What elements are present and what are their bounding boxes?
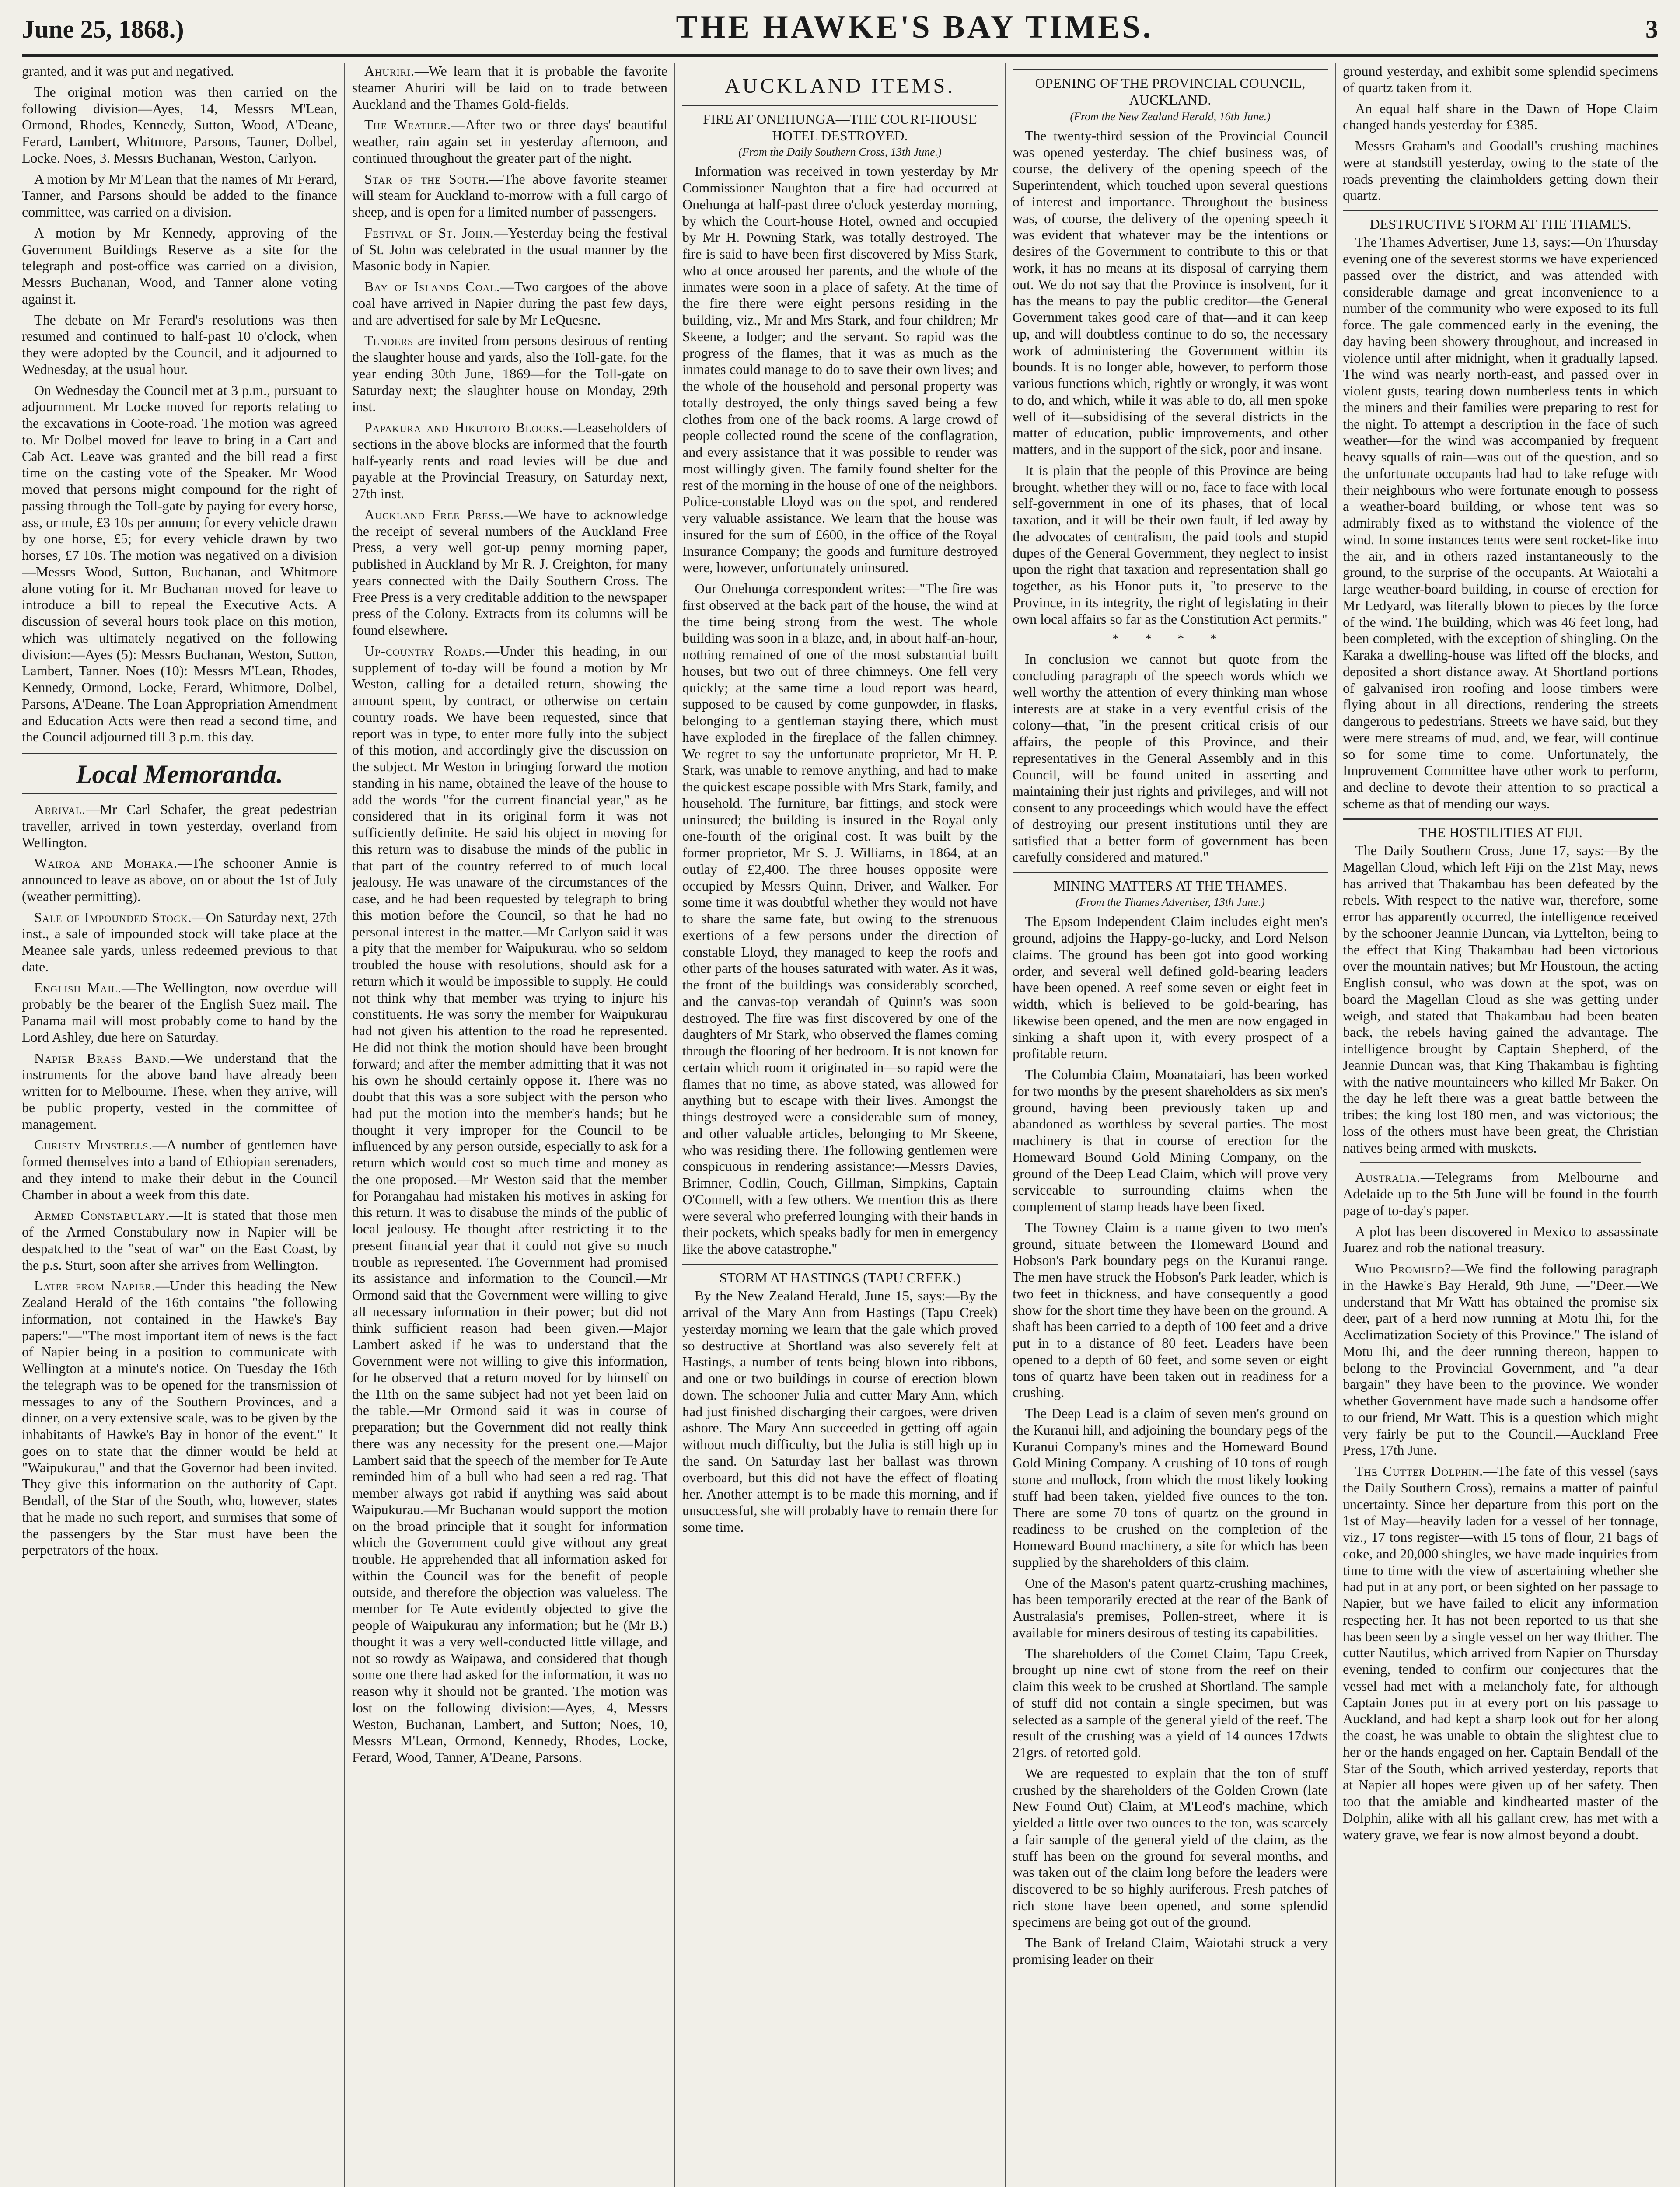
article-text: Messrs Graham's and Goodall's crushing machines were at standstill yesterday, owing to the state of the roads preventing the claimholders getting down their quartz. — [1343, 138, 1658, 203]
article-text: It is plain that the people of this Province are being brought, whether they will or no, face to face with local self-government in one of its phases, that of local taxation, and it will be their own fault, if led away by the advocates of centralism, the paid tools and stupid dupes of the General Government, they neglect to insist upon the right that taxation and representation shall go together, as his Honor puts it, "to preserve to the Province, in its integrity, the right of legislating in their own local affairs so far as the Constitution Act permits." — [1013, 462, 1328, 627]
page-number: 3 — [1645, 15, 1658, 43]
article-title: DESTRUCTIVE STORM AT THE THAMES. — [1343, 210, 1658, 232]
news-item — [352, 507, 667, 639]
article-text: An equal half share in the Dawn of Hope Claim changed hands yesterday for £385. — [1343, 100, 1658, 133]
item-lead: Christy Minstrels. — [34, 1137, 153, 1153]
article-title: FIRE AT ONEHUNGA—THE COURT-HOUSE HOTEL DESTROYED. — [682, 105, 998, 144]
item-text: —We learn that it is probable the favorite steamer Ahuriri will be laid on to trade between Auckland and the Thames Gold-fields. — [352, 63, 667, 112]
news-item: A plot has been discovered in Mexico to assassinate Juarez and rob the national treasury. — [1343, 1223, 1658, 1256]
article-source: (From the Daily Southern Cross, 13th June.) — [738, 146, 942, 159]
column-3 — [674, 63, 1005, 2187]
masthead — [22, 9, 1658, 57]
column-4 — [1005, 63, 1335, 2187]
item-lead: Up-country Roads. — [364, 643, 486, 659]
article-title: OPENING OF THE PROVINCIAL COUNCIL, AUCKLAND. — [1013, 69, 1328, 108]
item-lead: Auckland Free Press. — [364, 506, 504, 522]
item-text: —We have to acknowledge the receipt of several numbers of the Auckland Free Press, a very well got-up penny morning paper, published in Auckland by Mr R. J. Creighton, for many years connected with the Daily Southern Cross. The Free Press is a very creditable addition to the newspaper press of the Colony. Extracts from its columns will be found elsewhere. — [352, 506, 668, 638]
news-item — [22, 1278, 337, 1558]
article-text: ground yesterday, and exhibit some splendid specimens of quartz taken from it. — [1343, 63, 1658, 95]
item-lead: Armed Constabulary. — [34, 1207, 169, 1223]
item-text: —It is stated that those men of the Armed Constabulary now in Napier will be despatched to the "seat of war" on the East Coast, by the p.s. Sturt, soon after she arrives from Wellington. — [22, 1207, 338, 1273]
article-text: We are requested to explain that the ton of stuff crushed by the shareholders of the Golden Crown (late New Found Out) Claim, at M'Leod's machine, which yielded a little over two ounces to the ton, was scarcely a fair sample of the general yield of the claim, as the stuff has been on the ground for several months, and was taken out of the claim long before the leaders were discovered to be so highly auriferous. Fresh patches of rich stone have been opened, and some splendid specimens are being got out of the ground. — [1013, 1765, 1328, 1930]
item-lead: Ahuriri. — [364, 63, 415, 79]
item-lead: Arrival. — [34, 801, 86, 817]
news-item — [1343, 1169, 1658, 1219]
article-text: The Deep Lead is a claim of seven men's ground on the Kuranui hill, and adjoining the boundary pegs of the Kuranui Company's mines and the Homeward Bound Gold Mining Company. A crushing of 10 tons of rough stone and mullock, from which the most likely looking stuff had been taken, yielded five ounces to the ton. There are some 70 tons of quartz on the ground in readiness to be crushed on the completion of the Homeward Bound machinery, a site for which has been supplied by the shareholders of this claim. — [1013, 1405, 1328, 1570]
article-title: THE HOSTILITIES AT FIJI. — [1343, 818, 1658, 841]
item-lead: Star of the South. — [364, 171, 489, 187]
item-text: —A number of gentlemen have formed themselves into a band of Ethiopian serenaders, and they intend to make their debut in the Council Chamber in about a week from this date. — [22, 1137, 338, 1202]
item-text: are invited from persons desirous of renting the slaughter house and yards, also the Toll-gate, for the year ending 30th June, 1869—for the Toll-gate on Saturday next; the slaughter house on Monday, 29th inst. — [352, 332, 668, 415]
columns — [22, 57, 1658, 2187]
article-text: The Epsom Independent Claim includes eight men's ground, adjoins the Happy-go-lucky, and Lord Nelson claims. The ground has been got into good working order, and several well defined gold-bearing leaders have been opened. A reef some seven or eight feet in width, which is believed to be gold-bearing, has likewise been opened, and the men are now engaged in sinking a shaft upon it, with every prospect of a profitable return. — [1013, 913, 1328, 1062]
section-heading-local-memoranda: Local Memoranda. — [22, 753, 337, 795]
news-item — [1343, 1463, 1658, 1843]
news-item — [1343, 1261, 1658, 1459]
item-lead: Later from Napier. — [34, 1278, 156, 1294]
item-text: —Under this heading the New Zealand Herald of the 16th contains "the following information, not contained in the Hawke's Bay papers:"—"The most important item of news is the fact of Napier being in a position to communicate with Wellington at a minute's notice. On Tuesday the 16th the telegraph was to be opened for the transmission of messages to any of the Southern Provinces, and a dinner, on a very extensive scale, was to be given by the inhabitants of Hawke's Bay in honor of the event." It goes on to state that the dinner would be held at "Waipukurau," and that the Governor had been invited. They give this information on the authority of Capt. Bendall, of the Star of the South, who, however, states that he made no such report, and surmises that some of the passengers by the Star must have been the perpetrators of the hoax. — [22, 1278, 338, 1558]
news-item — [22, 980, 337, 1046]
article-text: The Thames Advertiser, June 13, says:—On Thursday evening one of the severest storms we have experienced passed over the district, and was attended with considerable damage and great inconvenience to a number of the community who were exposed to its full force. The gale commenced early in the evening, the day having been showery throughout, and increased in violence until after midnight, when it gradually lapsed. The wind was nearly north-east, and passed over in violent gusts, tearing down numberless tents in which the miners and their families were preparing to rest for the night. To attempt a description in the face of such weather—for the wind was accompanied by frequent heavy squalls of rain—was out of the question, and so the unfortunate occupants had had to take refuge with their neighbours who were fortunate enough to possess a weather-board building, or whose tent was so admirably fixed as to withstand the violence of the wind. In some instances tents were sent rocket-like into the air, and in others razed instantaneously to the ground, to the surprise of the occupants. At Waiotahi a large weather-board building, in course of erection for Mr Ledyard, was literally blown to pieces by the force of the wind. The building, which was 46 feet long, had been completed, with the exception of shingling. On the Karaka a dwelling-house was lifted off the blocks, and deposited a short distance away. At Shortland portions of galvanised iron roofing and loose timbers were flying about in all directions, rendering the streets dangerous to pedestrians. Streets we have said, but they were mere streams of mud, and, we fear, will continue so for some time to come. Unfortunately, the Improvement Committee have other work to perform, and decline to devote their attention to so practical a scheme as that of mending our ways. — [1343, 234, 1658, 811]
section-break: * * * * — [1112, 632, 1228, 646]
news-item — [352, 419, 667, 502]
item-text: —The schooner Annie is announced to leave as above, on or about the 1st of July (weather permitting). — [22, 855, 338, 904]
item-text: —Leaseholders of sections in the above blocks are informed that the fourth half-yearly rents and road levies will be due and payable at the Provincial Treasury, on Saturday next, 27th inst. — [352, 419, 668, 501]
item-text: —We find the following paragraph in the Hawke's Bay Herald, 9th June, —"Deer.—We understand that Mr Watt has obtained the promise six deer, part of a herd now running at Motu Ihi, for the Acclimatization Society of this Province." The island of Motu Ihi, and the deer running thereon, happen to belong to the Provincial Government, and "a dear bargain" they have been to the province. We wonder whether Government have made such a handsome offer to our friend, Mr Watt. This is a question which might very fairly be put to the Council.—Auckland Free Press, 17th June. — [1343, 1261, 1658, 1458]
news-item — [22, 801, 337, 851]
item-text: —The above favorite steamer will steam for Auckland to-morrow with a full cargo of sheep, and is open for a limited number of passengers. — [352, 171, 668, 220]
news-item — [352, 643, 667, 1766]
news-item — [352, 332, 667, 415]
article-text: One of the Mason's patent quartz-crushing machines, has been temporarily erected at the rear of the Bank of Australasia's premises, Pollen-street, where it is available for miners desirous of testing its capabilities. — [1013, 1575, 1328, 1640]
article-source: (From the Thames Advertiser, 13th June.) — [1076, 896, 1265, 909]
item-text: —Two cargoes of the above coal have arrived in Napier during the past few days, and are advertised for sale by Mr LeQuesne. — [352, 279, 667, 328]
item-lead: The Cutter Dolphin. — [1355, 1463, 1484, 1479]
item-text: —The fate of this vessel (says the Daily Southern Cross), remains a matter of painful uncertainty. Since her departure from this port on the 1st of May—heavily laden for a vessel of her tonnage, viz., 17 tons register—with 15 tons of flour, 21 bags of coke, and 20,000 shingles, we have made inquiries from time to time with the view of ascertaining whether she had put in at any port, or been sighted on her passage to Napier, but we have failed to elicit any information respecting her. It has not been reported to us that she has been seen by a single vessel on her way thither. The cutter Nautilus, which arrived from Napier on Thursday evening, tended to confirm our conjectures that the vessel had met with a melancholy fate, for although Captain Jones put in at every port on his passage to Auckland, and had kept a sharp look out for her along the coast, he was unable to obtain the slightest clue to her or the hands engaged on her. Captain Bendall of the Star of the South, which arrived yesterday, reports that at Napier all hopes were given up of her safety. Then too that the amiable and kindhearted master of the Dolphin, alike with all his gallant crew, has met with a watery grave, we fear is now almost beyond a doubt. — [1343, 1463, 1658, 1842]
item-lead: Tenders — [364, 332, 414, 349]
issue-date: June 25, 1868.) — [22, 15, 184, 43]
item-text: —Yesterday being the festival of St. John was celebrated in the usual manner by the Masonic body in Napier. — [352, 224, 668, 274]
item-lead: Festival of St. John. — [364, 224, 494, 241]
article-source: (From the New Zealand Herald, 16th June.) — [1070, 110, 1271, 123]
article-text: Our Onehunga correspondent writes:—"The fire was first observed at the back part of the house, the wind at the time being strong from the west. The whole building was soon in a blaze, and, in about half-an-hour, nothing remained of one of the most substantial built houses, but two out of three chimneys. One fell very quickly; at the same time a loud report was heard, supposed to be caused by come gunpowder, in flasks, belonging to a gentleman staying there, which must have exploded in the fireplace of the fallen chimney. We regret to say the unfortunate proprietor, Mr H. P. Stark, was unable to remove anything, and had to make the quickest escape possible with Mrs Stark, family, and household. The furniture, bar fittings, and stock were uninsured; the building is insured in the Royal only one-fourth of the original cost. It was built by the former proprietor, Mr S. J. Williams, in 1864, at an outlay of £2,400. The three houses opposite were occupied by Messrs Quinn, Driver, and Walker. For some time it was doubtful whether they would not have to share the same fate, but owing to the strenuous exertions of a few persons under the direction of constable Lloyd, they managed to keep the roofs and other parts of the houses saturated with water. As it was, the front of the buildings was considerably scorched, and the canvas-top verandah of Quinn's was soon destroyed. The fire was first discovered by one of the daughters of Mr Stark, who observed the flames coming through the flooring of her bedroom. It is not known for certain which room it originated in—so rapid were the flames that no time, as above stated, was allowed for anything but to escape with their lives. Amongst the things destroyed were a considerable sum of money, and other valuable articles, belonging to Mr Skeene, who was residing there. The following gentlemen were conspicuous in rendering assistance:—Messrs Davies, Brimner, Codlin, Couch, Gillman, Simpkins, Captain O'Connell, with a few others. We mention this as there were several who preferred lounging with their hands in their pockets, which speaks badly for men in emergency like the above catastrophe." — [682, 580, 998, 1257]
column-1 — [22, 63, 344, 2187]
column-2 — [344, 63, 674, 2187]
council-text: The original motion was then carried on the following division—Ayes, 14, Messrs M'Lean, Ormond, Rhodes, Kennedy, Sutton, Wood, A'Deane, Ferard, Lambert, Whitmore, Parsons, Tauner, Dolbel, Locke. Noes, 3. Messrs Buchanan, Weston, Carlyon. — [22, 84, 337, 166]
council-text: On Wednesday the Council met at 3 p.m., pursuant to adjournment. Mr Locke moved for reports relating to the excavations in Coote-road. The motion was agreed to. Mr Dolbel moved for leave to bring in a Cart and Cab Act. Leave was granted and the bill read a first time on the casting vote of the Speaker. Mr Wood moved that persons might compound for the right of passing through the Toll-gate by paying for every horse, ass, or mule, £3 10s per annum; for every vehicle drawn by one horse, £5; for every vehicle drawn by two horses, £7 10s. The motion was negatived on a division—Messrs Wood, Sutton, Buchanan, and Whitmore alone voting for it. Mr Buchanan moved for leave to introduce a bill to repeal the Executive Acts. A discussion of several hours took place on this motion, which was ultimately negatived on the following division:—Ayes (5): Messrs Buchanan, Weston, Sutton, Lambert, Tanner. Noes (10): Messrs M'Lean, Rhodes, Kennedy, Ormond, Locke, Ferard, Whitmore, Dolbel, Parsons, A'Deane. The Loan Appropriation Amendment and Education Acts were then read a second time, and the Council adjourned till 3 p.m. this day. — [22, 382, 337, 745]
item-lead: English Mail. — [34, 979, 122, 996]
item-lead: Papakura and Hikutoto Blocks. — [364, 419, 563, 435]
item-text: —On Saturday next, 27th inst., a sale of impounded stock will take place at the Meanee sale yards, unless redeemed previous to that date. — [22, 909, 337, 975]
news-item — [22, 1050, 337, 1133]
article-text: In conclusion we cannot but quote from the concluding paragraph of the speech words which we well worthy the attention of every thinking man whose interests are at stake in a very eventful crisis of the colony—that, "in the present critical crisis of our affairs, the people of this Province, and their representatives in the General Assembly and in this Council, will be found united in asserting and maintaining their just rights and privileges, and will not consent to any proceedings which would have the effect of destroying our present institutions until they are satisfied that a better form of government has been carefully considered and matured." — [1013, 651, 1328, 865]
item-lead: The Weather. — [364, 117, 451, 133]
news-item — [352, 279, 667, 328]
council-text: A motion by Mr Kennedy, approving of the Government Buildings Reserve as a site for the telegraph and post-office was carried on a division, Messrs Buchanan, Wood, and Tanner alone voting against it. — [22, 224, 337, 307]
item-text: —The Wellington, now overdue will probably be the bearer of the English Suez mail. The Panama mail will most probably come to hand by the Lord Ashley, due here on Saturday. — [22, 979, 337, 1045]
council-text: The debate on Mr Ferard's resolutions was then resumed and continued to half-past 10 o'clock, when they were adopted by the Council, and it adjourned to Wednesday, at the usual hour. — [22, 311, 337, 377]
news-item — [22, 855, 337, 905]
news-item — [352, 171, 667, 220]
council-text: granted, and it was put and negatived. — [22, 63, 234, 79]
article-text: The Towney Claim is a name given to two men's ground, situate between the Homeward Bound and Hobson's Park boundary pegs on the Kuranui range. The men have struck the Hobson's Park leader, which is two feet in thickness, and have consequently a good show for the short time they have been on the ground. A shaft has been carried to a depth of 100 feet and a drive put in to a distance of 80 feet. Leaders have been opened to a depth of 60 feet, and some seven or eight tons of quartz have been taken out in readiness for a crushing. — [1013, 1219, 1328, 1401]
article-text: The Bank of Ireland Claim, Waiotahi struck a very promising leader on their — [1013, 1935, 1328, 1967]
news-item — [352, 225, 667, 274]
article-text: Information was received in town yesterday by Mr Commissioner Naughton that a fire had occurred at Onehunga at half-past three o'clock yesterday morning, by which the Court-house Hotel, owned and occupied by Mr H. Powning Stark, was totally destroyed. The fire is said to have been first discovered by Miss Stark, who at once aroused her parents, and the whole of the inmates were soon in a place of safety. At the time of the fire there were eight persons residing in the building, viz., Mr and Mrs Stark, and four children; Mr Skeene, a lodger; and the servant. So rapid was the progress of the flames, that it was as much as the inmates could manage to do to save their own lives; and the whole of the household and personal property was totally destroyed, the only things saved being a few clothes from one of the back rooms. A large crowd of people collected round the scene of the conflagration, and every assistance that it was possible to render was most willingly given. The family found shelter for the rest of the morning in the house of one of the neighbors. Police-constable Lloyd was on the spot, and rendered very valuable assistance. We learn that the house was insured for the sum of £600, in the office of the Royal Insurance Company; the goods and furniture destroyed were, however, unfortunately uninsured. — [682, 163, 998, 576]
article-text: The twenty-third session of the Provincial Council was opened yesterday. The chief business was, of course, the delivery of the opening speech of the Superintendent, which touched upon several questions of interest and importance. Throughout the business was, of course, the delivery of the opening speech it was evident that whatever may be the intentions or desires of the Government to contribute to this or that work, it has no means at its disposal of carrying them out. We do not say that the Province is insolvent, for it has the means to pay the public creditor—the General Government takes good care of that—and it can keep up, and will doubtless continue to do so, the necessary work of administering the Government within its bounds. It is no longer able, however, to perform those various functions which, rightly or wrongly, it was wont to do, and which, while it was able to do, all men spoke well of it—subsidising of the several districts in the matter of education, public improvements, and other matters, and in the support of the sick, poor and insane. — [1013, 127, 1328, 458]
council-text: A motion by Mr M'Lean that the names of Mr Ferard, Tanner, and Parsons should be added to the finance committee, was carried on a division. — [22, 171, 337, 220]
news-item — [352, 63, 667, 112]
article-text: The Daily Southern Cross, June 17, says:—By the Magellan Cloud, which left Fiji on the 21st May, news has arrived that Thakambau has been defeated by the rebels. With respect to the native war, therefore, some error has apparently occurred, the intelligence received by the schooner Jeannie Duncan, via Lyttelton, being to the effect that King Thakambau had been victorious over the mountain natives; but Mr Houstoun, the acting English consul, who was down at the spot, was on board the Magellan Cloud as she was getting under weigh, and stated that Thakambau had been beaten back, the rebels having gained the advantage. The intelligence brought by Captain Shepherd, of the Jeannie Duncan was, that King Thakambau is fighting with the native mountaineers who killed Mr Baker. On the day he left there was a great battle between the tribes; the king lost 180 men, and was victorious; the loss of the others must have been great, the Christian natives being armed with muskets. — [1343, 842, 1658, 1156]
item-text: —Under this heading, in our supplement of to-day will be found a motion by Mr Weston, calling for a detailed return, showing the amount spent, by contract, or otherwise on certain country roads. We have been requested, since that report was in type, to enter more fully into the subject of this motion, and accordingly give the discussion on the subject. Mr Weston in bringing forward the motion standing in his name, obtained the leave of the house to add the words "for the current financial year," as he considered that in its original form it was not sufficiently definite. He said his object in moving for this return was to disabuse the minds of the public in that part of the country referred to of much local jealousy. He was unaware of the circumstances of the case, and he had been requested by telegraph to bring this motion before the Council, so that he had no personal interest in the matter.—Mr Carlyon said it was a pity that the member for Waipukurau, who so seldom troubled the house with resolutions, should ask for a return which it would be impossible to supply. He could not think why that member was trying to injure his constituents. He was sorry the member for Waipukurau had not given his attention to the road he represented. He did not think the motion should have been brought forward; and after the member admitting that it was not his own he should certainly oppose it. There was no doubt that this was a sore subject with the person who had put the motion into the member's hands; but he thought it very improper for the Council to be influenced by any person outside, especially to ask for a return which would cost so much time and money as the one proposed.—Mr Weston said that the member for Porangahau had mistaken his motives in asking for this return. It was to disabuse the minds of the public of local jealousy. He thought after restricting it to the present financial year that it could not give so much trouble as represented. The Government had promised its assistance and information to the Council.—Mr Ormond said that the Government were willing to give all necessary information in their power; but did not think sufficient reason had been given.—Major Lambert asked if he was to understand that the Government were not willing to give this information, for he observed that a return moved for by himself on the 11th on the same subject had not yet been laid on the table.—Mr Ormond said it was in course of preparation; but the Government did not really think there was any necessity for the present one.—Major Lambert said that the speech of the member for Te Aute reminded him of a bull who had seen a red rag. That member always got rabid if anything was said about Waipukurau.—Mr Buchanan would support the motion on the broad principle that it sought for information which the Government could give without any great trouble. He apprehended that all information asked for within the Council was for the benefit of people outside, and therefore the objection was valueless. The member for Te Aute evidently objected to give the people of Waipukurau any information; but he (Mr B.) thought it was a very well-conducted little village, and not so rowdy as Waipawa, and considered that though some one there had asked for the information, it was no reason why it should not be granted. The motion was lost on the following division:—Ayes, 4, Messrs Weston, Buchanan, Lambert, and Sutton; Noes, 10, Messrs M'Lean, Ormond, Kennedy, Rhodes, Locke, Ferard, Wood, Tanner, A'Deane, Parsons. — [352, 643, 667, 1765]
news-item — [22, 1137, 337, 1203]
article-text: The Columbia Claim, Moanataiari, has been worked for two months by the present shareholders as six men's ground, having been previously taken up and abandoned as worthless by several parties. The most machinery is that in course of erection for the Homeward Bound Gold Mining Company, on the ground of the Deep Lead Claim, which will prove very serviceable to surrounding claims when the complement of stamp heads have been fixed. — [1013, 1066, 1328, 1215]
item-lead: Sale of Impounded Stock. — [34, 909, 192, 925]
news-item — [352, 117, 667, 166]
item-lead: Wairoa and Mohaka. — [34, 855, 178, 871]
item-text: —Mr Carl Schafer, the great pedestrian traveller, arrived in town yesterday, overland from Wellington. — [22, 801, 337, 850]
news-item — [22, 1207, 337, 1273]
news-item — [22, 909, 337, 975]
article-title: MINING MATTERS AT THE THAMES. — [1013, 872, 1328, 894]
item-lead: Who Promised? — [1355, 1261, 1452, 1277]
divider — [1360, 1162, 1641, 1163]
column-5 — [1335, 63, 1658, 2187]
item-text: —We understand that the instruments for the above band have already been written for to Melbourne. These, when they arrive, will be public property, vested in the committee of management. — [22, 1050, 337, 1132]
article-title: STORM AT HASTINGS (TAPU CREEK.) — [682, 1264, 998, 1286]
article-text: The shareholders of the Comet Claim, Tapu Creek, brought up nine cwt of stone from the reef on their claim this week to be crushed at Shortland. The sample of stuff did not contain a single specimen, but was selected as a sample of the general yield of the reef. The result of the crushing was a yield of 14 ounces 17dwts 21grs. of retorted gold. — [1013, 1645, 1328, 1761]
item-text: —After two or three days' beautiful weather, rain again set in yesterday afternoon, and continued throughout the greater part of the night. — [352, 117, 668, 166]
item-lead: Australia. — [1355, 1169, 1421, 1185]
item-lead: Bay of Islands Coal. — [364, 279, 500, 294]
article-text: By the New Zealand Herald, June 15, says:—By the arrival of the Mary Ann from Hastings (Tapu Creek) yesterday morning we learn that the gale which proved so destructive at Shortland was also severely felt at Hastings, a number of tents being blown into ribbons, and one or two buildings in course of erection blown down. The schooner Julia and cutter Mary Ann, which had just finished discharging their cargoes, were driven ashore. The Mary Ann succeeded in getting off again without much difficulty, but the Julia is still high up in the sand. On Saturday last her ballast was thrown overboard, but this did not have the effect of floating her. Another attempt is to be made this morning, and if unsuccessful, she will probably have to remain there for some time. — [682, 1288, 998, 1535]
item-text: —Telegrams from Melbourne and Adelaide up to the 5th June will be found in the fourth page of to-day's paper. — [1343, 1169, 1658, 1218]
item-lead: Napier Brass Band. — [34, 1050, 171, 1066]
section-heading-auckland-items: AUCKLAND ITEMS. — [724, 74, 956, 98]
newspaper-title: THE HAWKE'S BAY TIMES. — [676, 9, 1154, 45]
